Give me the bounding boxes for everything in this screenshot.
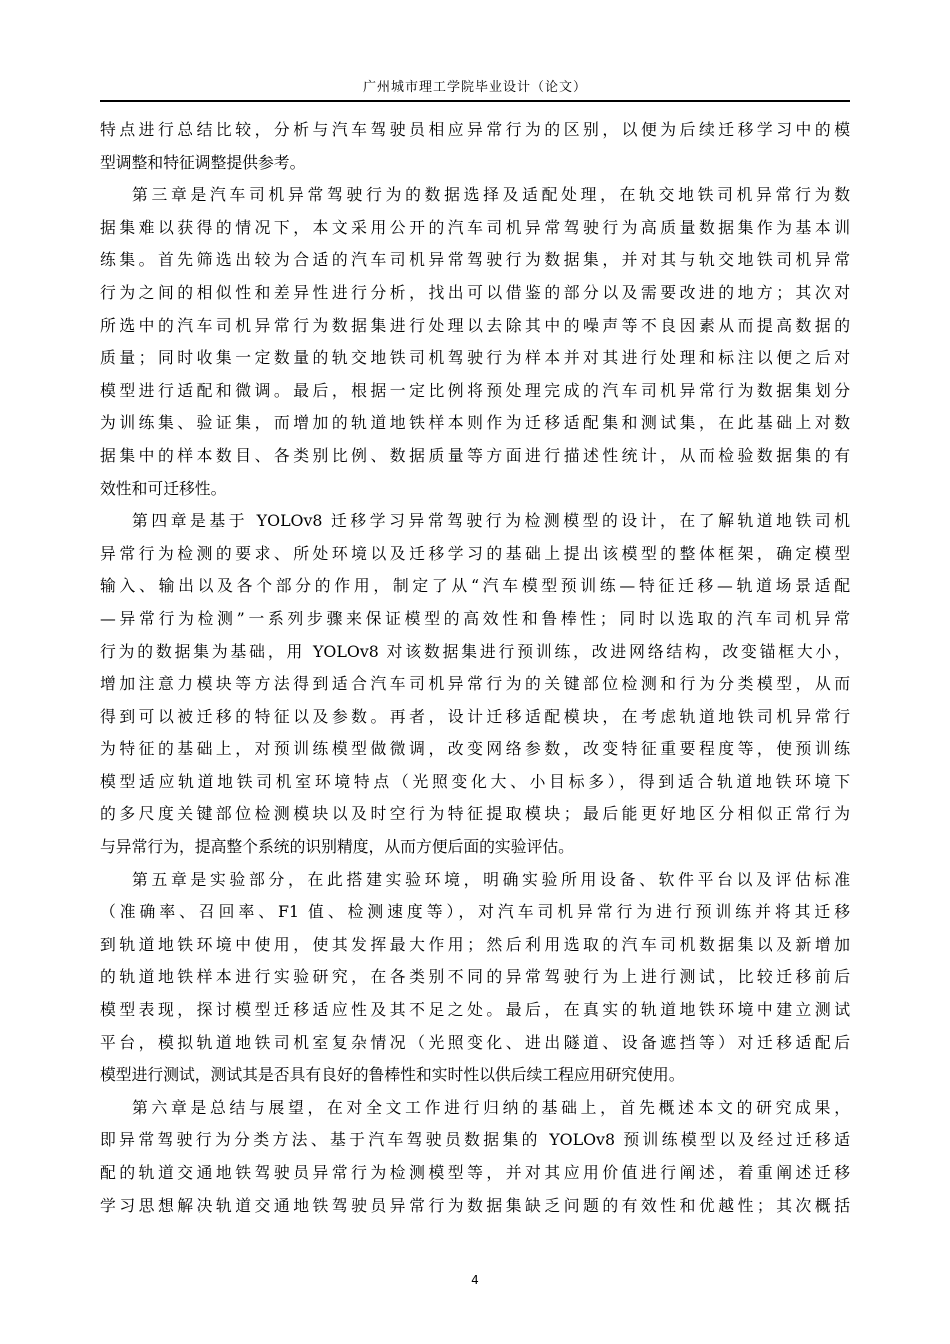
header-rule	[100, 100, 850, 102]
text-line: 得到可以被迁移的特征以及参数。再者，设计迁移适配模块，在考虑轨道地铁司机异常行	[100, 706, 850, 726]
text-line: 的轨道地铁样本进行实验研究，在各类别不同的异常驾驶行为上进行测试，比较迁移前后	[100, 967, 850, 987]
text-line: 为训练集、验证集，而增加的轨道地铁样本则作为迁移适配集和测试集，在此基础上对数	[100, 413, 850, 433]
text-line: 据集中的样本数目、各类别比例、数据质量等方面进行描述性统计，从而检验数据集的有	[100, 445, 850, 465]
text-line: 行为的数据集为基础，用 YOLOv8 对该数据集进行预训练，改进网络结构，改变锚框大小，	[100, 641, 850, 661]
text-line: 行为之间的相似性和差异性进行分析，找出可以借鉴的部分以及需要改进的地方；其次对	[100, 282, 850, 302]
text-line: 模型进行适配和微调。最后，根据一定比例将预处理完成的汽车司机异常行为数据集划分	[100, 380, 850, 400]
text-line: 即异常驾驶行为分类方法、基于汽车驾驶员数据集的 YOLOv8 预训练模型以及经过迁移适	[100, 1130, 850, 1150]
text-line: （准确率、召回率、F1 值、检测速度等），对汽车司机异常行为进行预训练并将其迁移	[100, 902, 850, 922]
text-line: 第六章是总结与展望，在对全文工作进行归纳的基础上，首先概述本文的研究成果，	[132, 1097, 850, 1117]
text-line: —异常行为检测”一系列步骤来保证模型的高效性和鲁棒性；同时以选取的汽车司机异常	[100, 608, 850, 628]
text-line: 据集难以获得的情况下，本文采用公开的汽车司机异常驾驶行为高质量数据集作为基本训	[100, 217, 850, 237]
text-line: 为特征的基础上，对预训练模型做微调，改变网络参数，改变特征重要程度等，使预训练	[100, 739, 850, 759]
text-line: 型调整和特征调整提供参考。	[100, 152, 306, 172]
text-line: 与异常行为，提高整个系统的识别精度，从而方便后面的实验评估。	[100, 837, 574, 857]
body-text	[100, 114, 850, 1222]
text-line: 异常行为检测的要求、所处环境以及迁移学习的基础上提出该模型的整体框架，确定模型	[100, 543, 850, 563]
text-line: 所选中的汽车司机异常行为数据集进行处理以去除其中的噪声等不良因素从而提高数据的	[100, 315, 850, 335]
text-line: 输入、输出以及各个部分的作用，制定了从“汽车模型预训练—特征迁移—轨道场景适配	[100, 576, 850, 596]
text-line: 质量；同时收集一定数量的轨交地铁司机驾驶行为样本并对其进行处理和标注以便之后对	[100, 348, 850, 368]
text-line: 模型适应轨道地铁司机室环境特点（光照变化大、小目标多），得到适合轨道地铁环境下	[100, 771, 850, 791]
text-line: 配的轨道交通地铁驾驶员异常行为检测模型等，并对其应用价值进行阐述，着重阐述迁移	[100, 1163, 850, 1182]
text-line: 到轨道地铁环境中使用，使其发挥最大作用；然后利用选取的汽车司机数据集以及新增加	[100, 934, 850, 954]
text-line: 增加注意力模块等方法得到适合汽车司机异常行为的关键部位检测和行为分类模型，从而	[100, 674, 850, 694]
text-line: 特点进行总结比较，分析与汽车驾驶员相应异常行为的区别，以便为后续迁移学习中的模	[100, 120, 850, 139]
text-line: 的多尺度关键部位检测模块以及时空行为特征提取模块；最后能更好地区分相似正常行为	[100, 804, 850, 824]
page-header: 广州城市理工学院毕业设计（论文）	[362, 80, 587, 95]
text-line: 练集。首先筛选出较为合适的汽车司机异常驾驶行为数据集，并对其与轨交地铁司机异常	[100, 250, 850, 270]
text-line: 模型进行测试，测试其是否具有良好的鲁棒性和实时性以供后续工程应用研究使用。	[100, 1065, 685, 1085]
text-line: 第三章是汽车司机异常驾驶行为的数据选择及适配处理，在轨交地铁司机异常行为数	[132, 185, 850, 205]
text-line: 效性和可迁移性。	[100, 478, 227, 498]
text-line: 第五章是实验部分，在此搭建实验环境，明确实验所用设备、软件平台以及评估标准	[132, 869, 850, 889]
text-line: 平台，模拟轨道地铁司机室复杂情况（光照变化、进出隧道、设备遮挡等）对迁移适配后	[100, 1032, 850, 1052]
text-line: 学习思想解决轨道交通地铁驾驶员异常行为数据集缺乏问题的有效性和优越性；其次概括	[100, 1195, 850, 1215]
text-line: 模型表现，探讨模型迁移适应性及其不足之处。最后，在真实的轨道地铁环境中建立测试	[100, 1000, 850, 1020]
text-line: 第四章是基于 YOLOv8 迁移学习异常驾驶行为检测模型的设计，在了解轨道地铁司机	[132, 511, 850, 531]
page-number: 4	[471, 1273, 479, 1287]
